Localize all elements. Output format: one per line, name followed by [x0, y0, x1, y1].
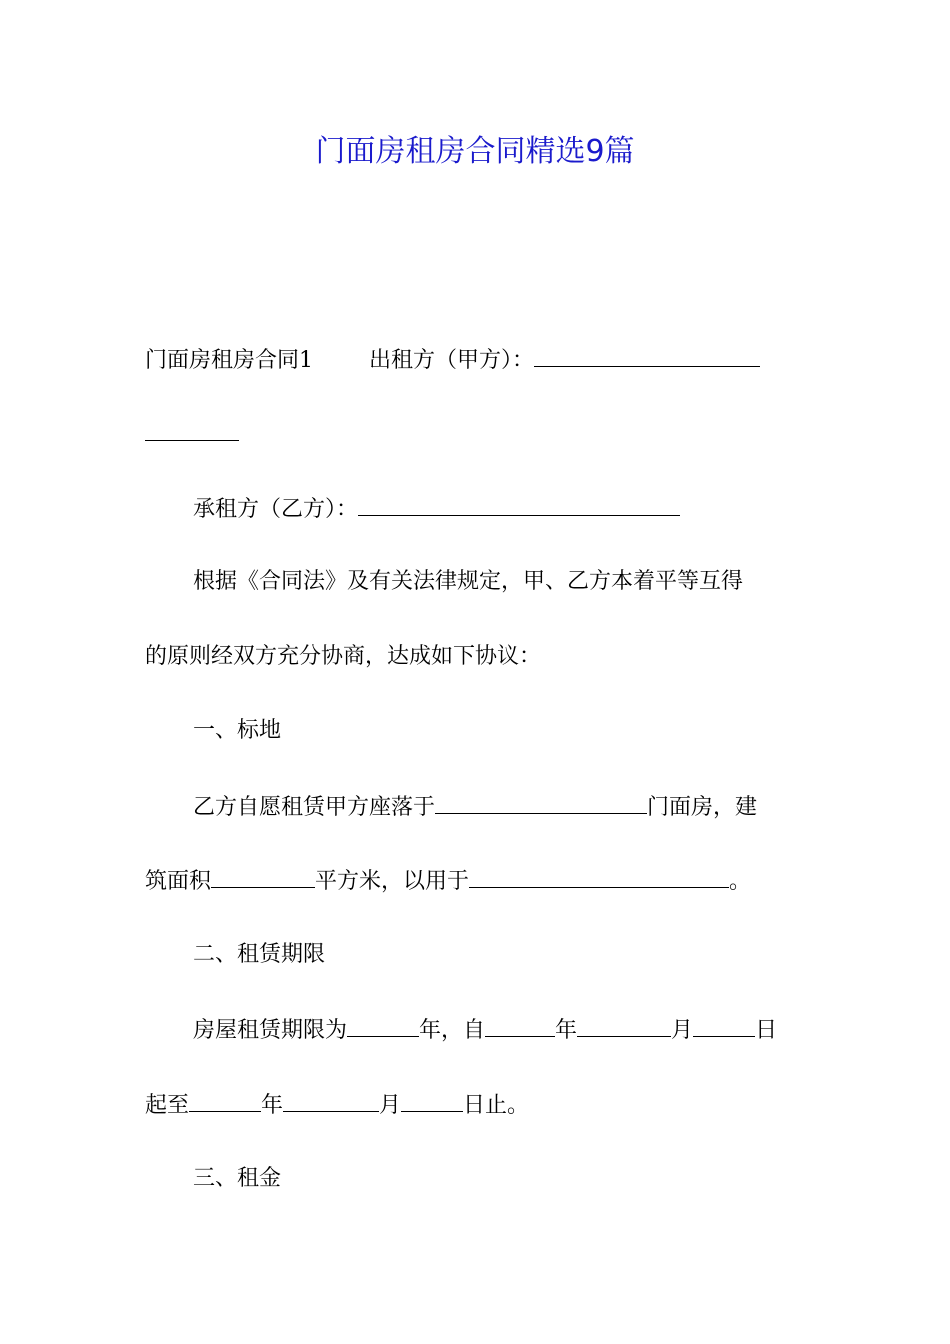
end-day-blank	[401, 1089, 463, 1112]
term2-text-4: 日止。	[463, 1093, 530, 1118]
basis-line-1: 根据《合同法》及有关法律规定，甲、乙方本着平等互得	[193, 569, 744, 594]
term-line-1	[193, 1014, 777, 1046]
term-line-2	[145, 1089, 529, 1121]
area-blank	[211, 865, 315, 888]
contract-heading-line	[145, 344, 760, 376]
contract-heading: 门面房租房合同1	[145, 348, 313, 373]
term2-text-1: 起至	[145, 1093, 190, 1118]
basis-line-2: 的原则经双方充分协商，达成如下协议：	[145, 644, 542, 669]
lessee-label: 承租方（乙方）：	[193, 497, 359, 522]
location-blank	[435, 791, 647, 814]
area-text-3: 。	[729, 869, 752, 894]
lessee-line	[193, 493, 680, 525]
lessor-label: 出租方（甲方）：	[369, 348, 535, 373]
term-text-3: 年	[555, 1018, 578, 1043]
end-month-blank	[283, 1089, 379, 1112]
area-text-1: 筑面积	[145, 869, 212, 894]
section-3-heading: 三、租金	[193, 1166, 282, 1191]
document-title: 门面房租房合同精选9篇	[315, 134, 635, 169]
term-text-4: 月	[671, 1018, 694, 1043]
lessor-blank-continued	[145, 418, 239, 441]
subject-text-2: 门面房，建	[647, 795, 758, 820]
term2-text-3: 月	[379, 1093, 402, 1118]
subject-line	[193, 791, 757, 823]
term-years-blank	[347, 1014, 419, 1037]
lessor-blank-continued-line	[145, 418, 239, 450]
section-2-heading: 二、租赁期限	[193, 942, 326, 967]
start-year-blank	[485, 1014, 555, 1037]
section-1-heading: 一、标地	[193, 718, 282, 743]
start-month-blank	[577, 1014, 671, 1037]
lessee-blank	[358, 493, 680, 516]
end-year-blank	[189, 1089, 261, 1112]
term-text-5: 日	[755, 1018, 778, 1043]
start-day-blank	[693, 1014, 755, 1037]
subject-text-1: 乙方自愿租赁甲方座落于	[193, 795, 436, 820]
term2-text-2: 年	[261, 1093, 284, 1118]
term-text-2: 年，自	[419, 1018, 486, 1043]
term-text-1: 房屋租赁期限为	[193, 1018, 348, 1043]
usage-blank	[469, 865, 729, 888]
area-text-2: 平方米，以用于	[315, 869, 470, 894]
area-line	[145, 865, 751, 897]
lessor-blank	[534, 344, 760, 367]
